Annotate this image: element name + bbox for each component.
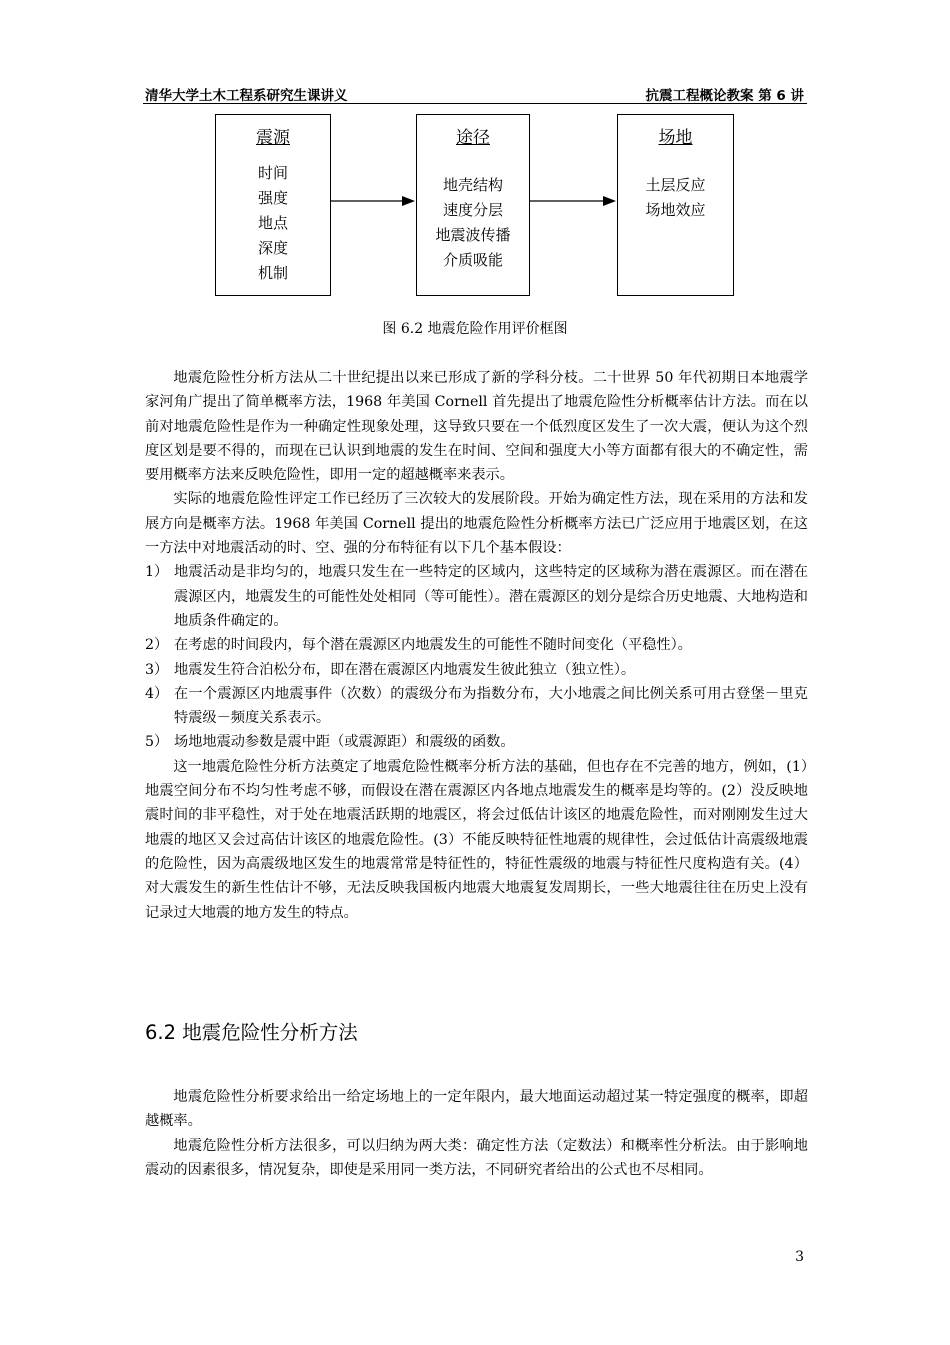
section-heading: 6.2 地震危险性分析方法 (145, 1021, 358, 1044)
header-left: 清华大学土木工程系研究生课讲义 (145, 88, 348, 104)
paragraph: 地震危险性分析要求给出一给定场地上的一定年限内，最大地面运动超过某一特定强度的概率，即超越概率。 (145, 1089, 808, 1130)
source-item: 时间 (257, 164, 288, 182)
list-item (145, 560, 808, 633)
path-box-title: 途径 (456, 128, 490, 148)
list-number: 4） (145, 685, 169, 702)
source-item: 强度 (257, 189, 288, 207)
paragraph: 这一地震危险性分析方法奠定了地震危险性概率分析方法的基础，但也存在不完善的地方，例如，(1）地震空间分布不均匀性考虑不够，而假设在潜在震源区内各地点地震发生的概率是均等的。(2）没反映地震时间的非平稳性，对于处在地震活跃期的地震区，将会过低估计该区的地震危险性，而对刚刚发生过大地震的地区又会过高估计该区的地震危险性。(3）不能反映特征性地震的规律性，会过低估计高震级地震的危险性，因为高震级地区发生的地震常常是特征性的，特征性震级的地震与特征性尺度构造有关。(4）对大震发生的新生性估计不够，无法反映我国板内地震大地震复发周期长，一些大地震往往在历史上没有记录过大地震的地方发生的特点。 (145, 758, 808, 921)
source-item: 深度 (257, 239, 288, 257)
page-number: 3 (795, 1249, 804, 1265)
list-text: 地震活动是非均匀的，地震只发生在一些特定的区域内，这些特定的区域称为潜在震源区。而在潜在震源区内，地震发生的可能性处处相同（等可能性）。潜在震源区的划分是综合历史地震、大地构造和地质条件确定的。 (174, 564, 808, 629)
list-item (145, 633, 808, 657)
paragraph: 实际的地震危险性评定工作已经历了三次较大的发展阶段。开始为确定性方法，现在采用的方法和发展方向是概率方法。1968 年美国 Cornell 提出的地震危险性分析概率方法已广泛应用于地震区划，在这一方法中对地震活动的时、空、强的分布特征有以下几个基本假设： (145, 491, 808, 557)
path-item: 地壳结构 (442, 176, 503, 194)
list-text: 场地地震动参数是震中距（或震源距）和震级的函数。 (174, 734, 515, 751)
path-item: 地震波传播 (435, 226, 511, 244)
arrow-right-icon (331, 193, 416, 209)
figure-caption: 图 6.2 地震危险作用评价框图 (382, 321, 568, 337)
list-number: 2） (145, 637, 169, 654)
path-item: 速度分层 (442, 201, 503, 219)
site-box (617, 114, 734, 296)
source-box (215, 114, 331, 296)
site-item: 场地效应 (645, 201, 706, 219)
section-body (145, 1085, 808, 1182)
source-item: 地点 (257, 214, 288, 232)
list-number: 5） (145, 734, 169, 751)
list-number: 1） (145, 564, 169, 581)
arrow-right-icon (530, 193, 617, 209)
source-box-title: 震源 (256, 128, 290, 148)
list-item (145, 658, 808, 682)
list-item (145, 682, 808, 731)
site-box-title: 场地 (658, 128, 693, 148)
list-text: 地震发生符合泊松分布，即在潜在震源区内地震发生彼此独立（独立性）。 (174, 661, 636, 678)
source-item: 机制 (257, 264, 288, 282)
path-item: 介质吸能 (442, 251, 503, 269)
paragraph: 地震危险性分析方法很多，可以归纳为两大类：确定性方法（定数法）和概率性分析法。由于影响地震动的因素很多，情况复杂，即使是采用同一类方法，不同研究者给出的公式也不尽相同。 (145, 1137, 808, 1178)
main-body (145, 366, 808, 925)
list-item (145, 730, 808, 754)
header-rule (143, 103, 807, 104)
paragraph: 地震危险性分析方法从二十世纪提出以来已形成了新的学科分枝。二十世界 50 年代初期日本地震学家河角广提出了简单概率方法，1968 年美国 Cornell 首先提出了地震危险性分析概率估计方法。而在以前对地震危险性是作为一种确定性现象处理，这导致只要在一个低烈度区发生了一次大震，便认为这个烈度区划是要不得的，而现在已认识到地震的发生在时间、空间和强度大小等方面都有很大的不确定性，需要用概率方法来反映危险性，即用一定的超越概率来表示。 (145, 370, 808, 484)
list-text: 在考虑的时间段内，每个潜在震源区内地震发生的可能性不随时间变化（平稳性）。 (174, 637, 692, 654)
path-box (416, 114, 530, 296)
site-item: 土层反应 (645, 176, 706, 194)
header-right: 抗震工程概论教案 第 6 讲 (645, 88, 804, 104)
list-text: 在一个震源区内地震事件（次数）的震级分布为指数分布，大小地震之间比例关系可用古登堡－里克特震级－频度关系表示。 (174, 685, 808, 727)
list-number: 3） (145, 661, 169, 678)
